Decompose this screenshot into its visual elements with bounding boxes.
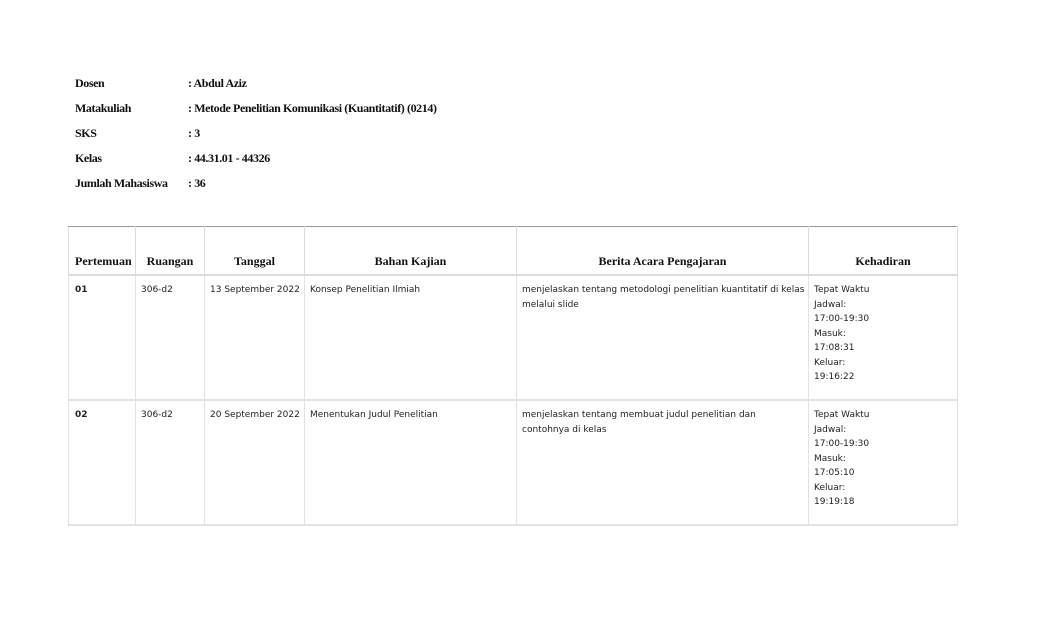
cell-kehadiran [809, 400, 958, 525]
info-row-dosen [75, 75, 437, 100]
cell-tanggal: 20 September 2022 [205, 400, 305, 525]
kehadiran-keluar-value: 19:16:22 [814, 372, 855, 382]
kehadiran-masuk-value: 17:05:10 [814, 468, 855, 478]
table-row [69, 400, 958, 525]
dosen-label: Dosen [75, 76, 105, 90]
cell-tanggal: 13 September 2022 [205, 275, 305, 400]
jumlah-mahasiswa-value: : 36 [188, 176, 206, 190]
sks-value: : 3 [188, 126, 200, 140]
info-row-sks [75, 125, 437, 150]
table-header-row [69, 227, 958, 276]
kehadiran-status: Tepat Waktu [814, 285, 870, 295]
cell-berita-acara: menjelaskan tentang membuat judul penelitian dan contohnya di kelas [517, 400, 809, 525]
kehadiran-jadwal-value: 17:00-19:30 [814, 314, 870, 324]
header-berita-acara: Berita Acara Pengajaran [517, 227, 809, 276]
kehadiran-masuk-value: 17:08:31 [814, 343, 855, 353]
kehadiran-keluar-label: Keluar: [814, 482, 846, 493]
kelas-label: Kelas [75, 151, 102, 165]
kehadiran-keluar-label: Keluar: [814, 357, 846, 368]
kehadiran-jadwal-value: 17:00-19:30 [814, 439, 870, 449]
sks-label: SKS [75, 126, 97, 140]
cell-bahan-kajian: Konsep Penelitian Ilmiah [305, 275, 517, 400]
cell-ruangan: 306-d2 [136, 275, 205, 400]
jumlah-mahasiswa-label: Jumlah Mahasiswa [75, 176, 168, 190]
cell-bahan-kajian: Menentukan Judul Penelitian [305, 400, 517, 525]
header-pertemuan: Pertemuan [69, 227, 136, 276]
dosen-value: : Abdul Aziz [188, 76, 247, 90]
kehadiran-jadwal-label: Jadwal: [814, 424, 847, 435]
header-kehadiran: Kehadiran [809, 227, 958, 276]
info-row-jumlah-mahasiswa [75, 175, 437, 200]
cell-pertemuan: 01 [69, 275, 136, 400]
attendance-table [68, 226, 958, 526]
cell-ruangan: 306-d2 [136, 400, 205, 525]
kehadiran-status: Tepat Waktu [814, 410, 870, 420]
cell-kehadiran [809, 275, 958, 400]
kehadiran-jadwal-label: Jadwal: [814, 299, 847, 310]
info-row-matakuliah [75, 100, 437, 125]
table-row [69, 275, 958, 400]
info-row-kelas [75, 150, 437, 175]
kelas-value: : 44.31.01 - 44326 [188, 151, 270, 165]
cell-berita-acara: menjelaskan tentang metodologi penelitian kuantitatif di kelas melalui slide [517, 275, 809, 400]
matakuliah-label: Matakuliah [75, 101, 132, 115]
header-bahan-kajian: Bahan Kajian [305, 227, 517, 276]
cell-pertemuan: 02 [69, 400, 136, 525]
matakuliah-value: : Metode Penelitian Komunikasi (Kuantitatif) (0214) [188, 101, 437, 115]
kehadiran-masuk-label: Masuk: [814, 453, 846, 464]
course-info [75, 75, 437, 200]
kehadiran-masuk-label: Masuk: [814, 328, 846, 339]
kehadiran-keluar-value: 19:19:18 [814, 497, 855, 507]
header-ruangan: Ruangan [136, 227, 205, 276]
header-tanggal: Tanggal [205, 227, 305, 276]
